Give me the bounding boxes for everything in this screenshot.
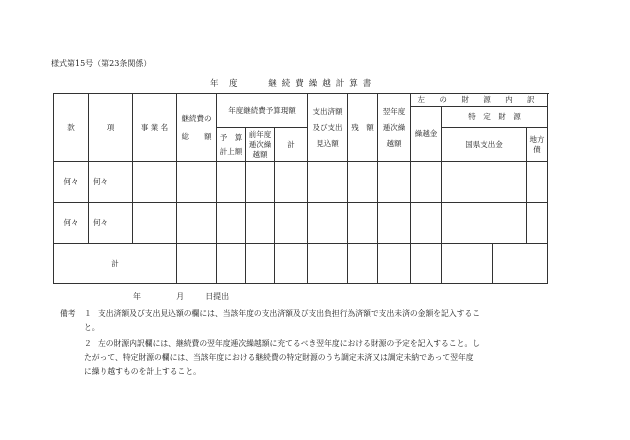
header-kou: 項 <box>89 94 133 162</box>
header-zennendo-kurikoshi: 前年度 逓次繰 越額 <box>246 128 275 162</box>
header-tokutei-zaigen: 特 定 財 源 <box>442 107 548 128</box>
notes <box>60 307 552 379</box>
note-text: と。 <box>84 323 100 332</box>
note-number: １ <box>84 309 92 318</box>
row-kan: 何々 <box>54 203 89 244</box>
note-text: たがって、特定財源の欄には、当該年度における継続費の特定財源のうち調定未済又は調定未納であって翌年度 <box>84 353 474 362</box>
header-zaigen-uchiwake: 左 の 財 源 内 訳 <box>411 94 548 107</box>
header-kan: 款 <box>54 94 89 162</box>
note-text: 左の財源内訳欄には、継続費の翌年度逓次繰越額に充てるべき翌年度における財源の予定を記入すること。し <box>98 339 481 348</box>
date-year: 年 <box>133 292 141 301</box>
header-shishutsu: 支出済額 及び支出 見込額 <box>308 94 348 162</box>
header-yokunendo: 翌年度 逓次繰 越額 <box>378 94 411 162</box>
title-main: 継続費繰越計算書 <box>268 79 377 89</box>
header-kokken-shishutsukin: 国県支出金 <box>442 128 527 162</box>
note-item-1 <box>60 307 552 321</box>
header-kei: 計 <box>275 128 308 162</box>
header-keizokuhi-sougaku: 継続費の 総 額 <box>177 94 217 162</box>
date-month: 月 <box>176 292 185 301</box>
header-nendo-yosan: 年度継続費予算現額 <box>217 94 308 128</box>
note-number: ２ <box>84 339 92 348</box>
note-item-2 <box>60 337 552 351</box>
date-day: 日提出 <box>205 292 230 301</box>
header-kurikoshikin: 繰越金 <box>411 107 442 162</box>
title-fiscal-year: 年 度 <box>210 79 239 89</box>
total-label: 計 <box>54 244 177 284</box>
header-yosan-keijougaku: 予 算 計上額 <box>217 128 246 162</box>
notes-label: 備考 <box>60 309 76 318</box>
document-title <box>210 77 376 89</box>
row-kou: 何々 <box>89 203 133 244</box>
header-zangaku: 残 額 <box>348 94 378 162</box>
note-text: 支出済額及び支出見込額の欄には、当該年度の支出済額及び支出負担行為済額で支出未済の金額を記入するこ <box>98 309 481 318</box>
carryover-table <box>53 93 548 284</box>
row-kan: 何々 <box>54 162 89 203</box>
form-number: 様式第15号（第23条関係） <box>51 59 152 68</box>
table-row <box>54 162 548 203</box>
header-chihousai: 地方債 <box>527 128 548 162</box>
submission-date <box>133 291 229 302</box>
total-row <box>54 244 548 284</box>
header-jigyoumei: 事 業 名 <box>133 94 177 162</box>
note-text: に繰り越すものを計上すること。 <box>84 367 201 376</box>
row-kou: 何々 <box>89 162 133 203</box>
table-row <box>54 203 548 244</box>
